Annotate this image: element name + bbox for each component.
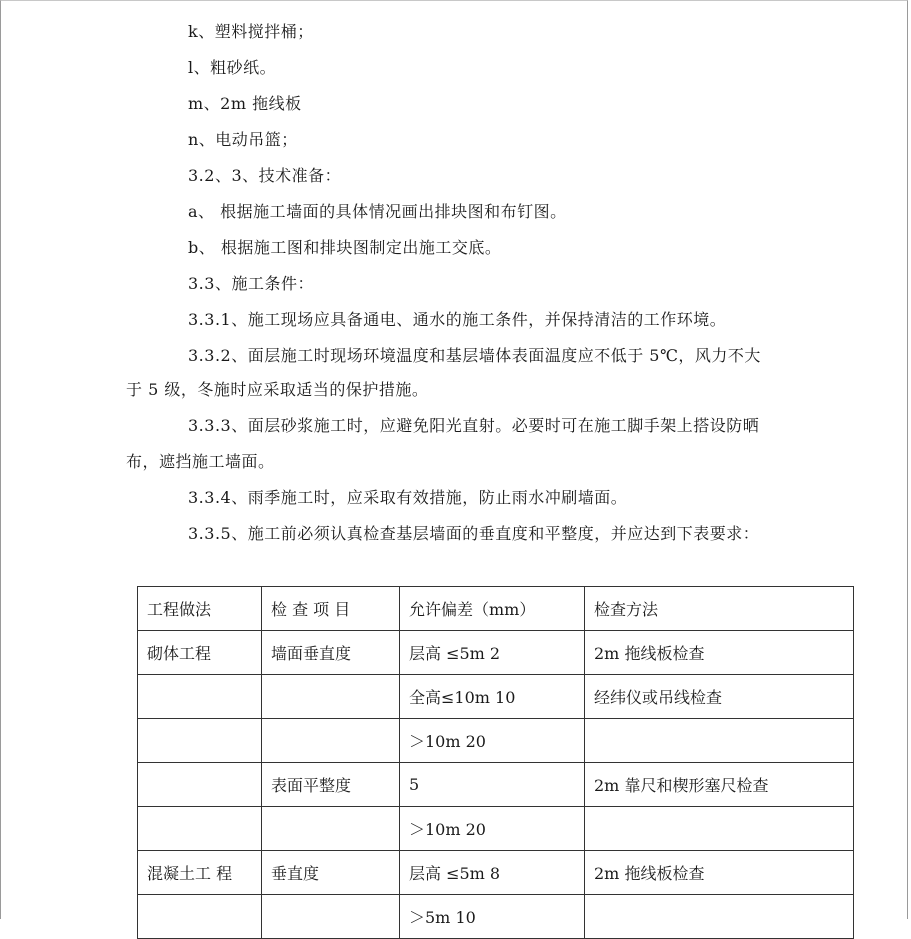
section-heading-3-3: 3.3、施工条件： — [188, 274, 314, 293]
table-cell — [262, 895, 400, 939]
table-cell — [138, 719, 262, 763]
table-cell: 垂直度 — [262, 851, 400, 895]
table-cell: 全高≤10m 10 — [400, 675, 585, 719]
table-cell: 2m 拖线板检查 — [585, 851, 854, 895]
table-cell — [138, 763, 262, 807]
section-heading-3-2-3: 3.2、3、技术准备： — [188, 166, 342, 185]
table-cell — [262, 675, 400, 719]
table-cell — [585, 895, 854, 939]
table-cell: 5 — [400, 763, 585, 807]
tolerance-table — [137, 586, 854, 939]
table-header-row — [138, 587, 854, 631]
table-cell: 表面平整度 — [262, 763, 400, 807]
table-cell: 砌体工程 — [138, 631, 262, 675]
table-cell: ＞5m 10 — [400, 895, 585, 939]
list-item-b: b、 根据施工图和排块图制定出施工交底。 — [188, 238, 502, 257]
table-row — [138, 763, 854, 807]
paragraph-3-3-4: 3.3.4、雨季施工时，应采取有效措施，防止雨水冲刷墙面。 — [188, 488, 628, 507]
table-row — [138, 807, 854, 851]
table-cell — [138, 807, 262, 851]
list-item-n: n、电动吊篮； — [188, 130, 298, 149]
table-header-cell: 允许偏差（mm） — [400, 587, 585, 631]
table-header-cell: 检 查 项 目 — [262, 587, 400, 631]
paragraph-3-3-3-continued: 布，遮挡施工墙面。 — [126, 452, 275, 471]
list-item-k: k、塑料搅拌桶； — [188, 22, 314, 41]
paragraph-3-3-3: 3.3.3、面层砂浆施工时，应避免阳光直射。必要时可在施工脚手架上搭设防晒 — [188, 416, 760, 435]
table-row — [138, 631, 854, 675]
table-cell: 混凝土工 程 — [138, 851, 262, 895]
table-row — [138, 719, 854, 763]
table-row — [138, 895, 854, 939]
table-cell: 层高 ≤5m 8 — [400, 851, 585, 895]
paragraph-3-3-2-continued: 于 5 级，冬施时应采取适当的保护措施。 — [126, 380, 429, 399]
paragraph-3-3-2: 3.3.2、面层施工时现场环境温度和基层墙体表面温度应不低于 5℃，风力不大 — [188, 346, 761, 365]
paragraph-3-3-5: 3.3.5、施工前必须认真检查基层墙面的垂直度和平整度，并应达到下表要求： — [188, 524, 760, 543]
table-row — [138, 675, 854, 719]
table-cell — [585, 807, 854, 851]
table-cell: 2m 拖线板检查 — [585, 631, 854, 675]
list-item-m: m、2m 拖线板 — [188, 94, 302, 113]
list-item-l: l、粗砂纸。 — [188, 58, 277, 77]
paragraph-3-3-1: 3.3.1、施工现场应具备通电、通水的施工条件，并保持清洁的工作环境。 — [188, 310, 727, 329]
table-cell: ＞10m 20 — [400, 807, 585, 851]
list-item-a: a、 根据施工墙面的具体情况画出排块图和布钉图。 — [188, 202, 567, 221]
table-cell: 层高 ≤5m 2 — [400, 631, 585, 675]
table-cell — [585, 719, 854, 763]
table-cell: 墙面垂直度 — [262, 631, 400, 675]
table-header-cell: 检查方法 — [585, 587, 854, 631]
table-row — [138, 851, 854, 895]
table-cell — [138, 895, 262, 939]
table-cell — [262, 807, 400, 851]
table-cell — [262, 719, 400, 763]
table-cell: ＞10m 20 — [400, 719, 585, 763]
table-cell — [138, 675, 262, 719]
table-header-cell: 工程做法 — [138, 587, 262, 631]
table-cell: 2m 靠尺和楔形塞尺检查 — [585, 763, 854, 807]
table-cell: 经纬仪或吊线检查 — [585, 675, 854, 719]
